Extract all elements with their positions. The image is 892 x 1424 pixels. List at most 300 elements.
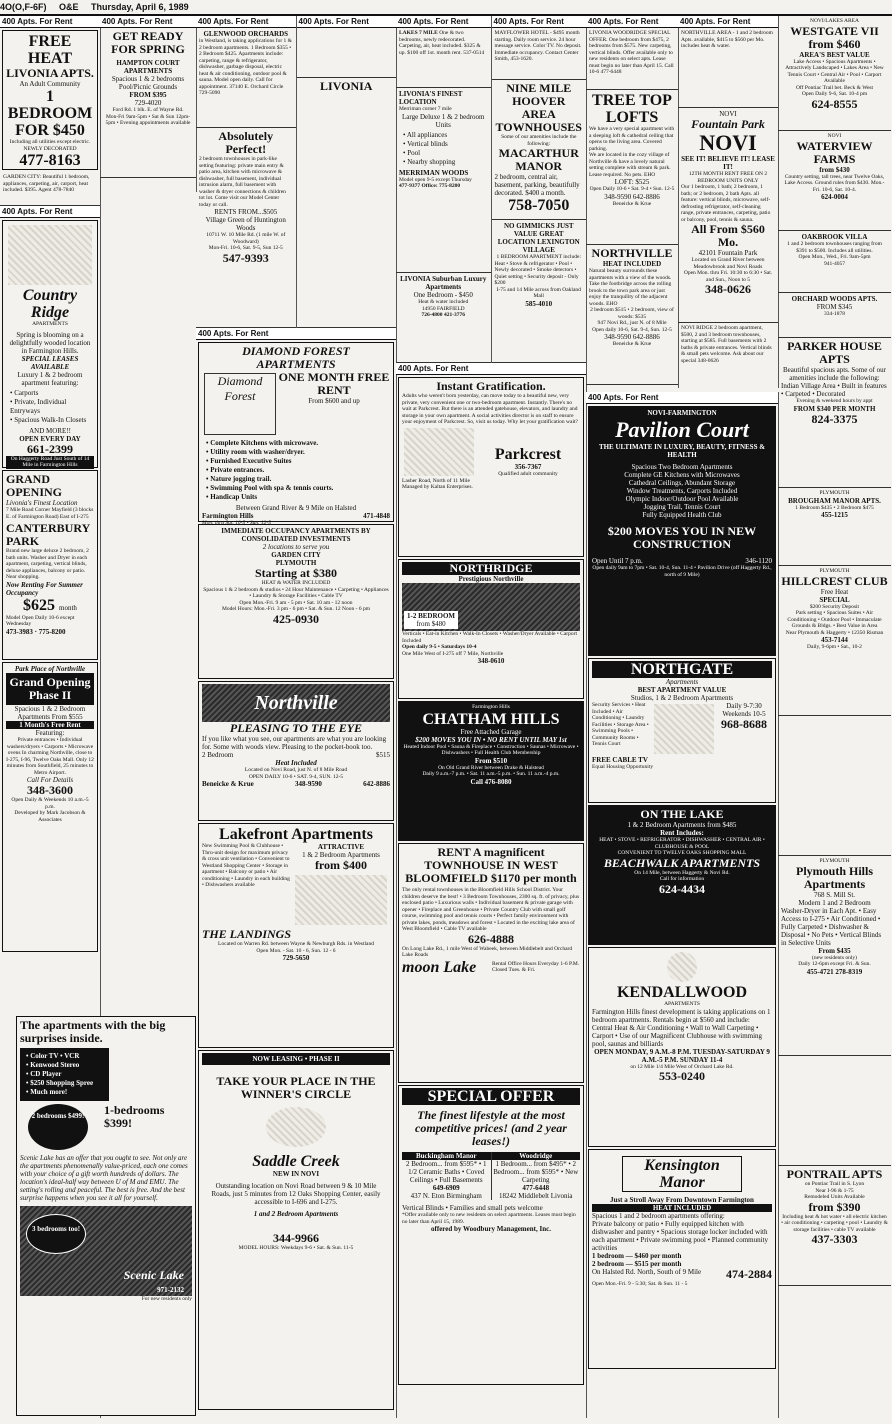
lake-illustration (20, 1206, 192, 1296)
ad-macarthur-manor (492, 80, 587, 220)
ad-sub: Featuring: (35, 729, 65, 737)
ad-diamond-forest (198, 342, 394, 526)
ad-name: MACARTHUR MANOR (498, 146, 579, 173)
ad-label: NOVI (719, 110, 737, 118)
ad-location: 947 Novi Rd., just N. of 8 Mile (597, 320, 667, 326)
ad-hours: Open Daily 10-6 • Sat. 9-4 • Sun. 12-5 (589, 186, 675, 192)
ad-label: PLYMOUTH (819, 568, 850, 574)
ad-phones: 473-3983 · 775-8200 (6, 627, 66, 636)
feature: • Complete Kitchens with microwave. (206, 439, 386, 448)
ad-brand: Beneicke & Krue (612, 200, 652, 207)
ad-name: WESTGATE VII (790, 23, 879, 38)
ad-mayflower: MAYFLOWER HOTEL - $495 month starting. Daily room service. 24 hour message service. Color TV. No deposit. Immediate occupancy. Contact Center Smith, 453-1620. (492, 28, 587, 80)
ad-hours: OPEN EVERY DAY (19, 434, 81, 443)
ad-hours: Mon. thru Sat. 10-5 • Sun. 12-5 (202, 520, 271, 526)
ad-northville (198, 681, 394, 821)
ad-orchard-woods (778, 293, 891, 338)
ad-name: Plymouth Hills Apartments (795, 863, 873, 891)
ad-special: 1 Month's Free Rent (6, 721, 94, 729)
ad-phone: 968-8688 (721, 717, 767, 731)
ad-offer: $200 MOVES YOU IN NEW CONSTRUCTION (607, 524, 757, 551)
ad-landings: THE LANDINGS (202, 927, 292, 941)
ad-name: NORTHRIDGE (402, 562, 580, 575)
ad-name: Kensington Manor (622, 1156, 742, 1192)
ad-rooms: 2 Bedroom... from $595* • 1 1/2 Ceramic Baths • Coved Ceilings • Full Basements (405, 1160, 487, 1184)
ad-phone: 348-0626 (705, 282, 751, 296)
ad-manager: Managed by Kaltan Enterprises. (402, 484, 473, 490)
ad-hours: Daily 12-6pm except Fri. & Sun. (798, 961, 871, 967)
ad-units: Remodeled Units Available (804, 1194, 865, 1200)
ad-heat: HEAT INCLUDED (592, 1204, 772, 1212)
ad-phone: 477-8163 (19, 152, 81, 169)
classification-label: 400 Apts. For Rent (586, 392, 778, 404)
feature: Cathedral Ceilings, Abundant Storage (628, 479, 736, 487)
ad-title: IMMEDIATE OCCUPANCY APARTMENTS BY CONSOLIDATED INVESTMENTS (221, 527, 371, 543)
ad-lakes-7-mile (396, 28, 491, 88)
ad-notes: Including all utilities except electric. NEWLY DECORATED (9, 139, 91, 152)
ad-title: NORTHVILLE (591, 246, 673, 260)
ad-title: PLEASING TO THE EYE (229, 721, 363, 735)
classification-label: 400 Apts. For Rent (100, 16, 196, 28)
classification-label: 400 Apts. For Rent (396, 363, 586, 375)
feature: • Private entrances. (206, 466, 386, 475)
ad-name: Lakefront Apartments (219, 826, 373, 843)
ad-name: Woodridge (492, 1152, 581, 1160)
ad-best: AREA'S BEST VALUE (799, 50, 870, 59)
classification-label: 400 Apts. For Rent (678, 16, 778, 28)
ad-saddle-creek (198, 1050, 394, 1410)
ad-oakbrook (778, 231, 891, 293)
ad-price: RENTS FROM...$505 (214, 208, 278, 216)
ad-location: PLYMOUTH (275, 559, 317, 567)
ad-see: SEE IT! BELIEVE IT! LEASE IT! (681, 155, 775, 171)
ad-text: Spacious 1 & 2 Bedroom Apartments From $555 (14, 705, 86, 721)
ad-parkcrest (398, 377, 584, 557)
phone: 642-8886 (363, 780, 390, 788)
ad-address: 18242 Middlebelt Livonia (499, 1192, 573, 1200)
ad-model-hours: Model Hours: Mon.-Fri. 3 pm - 6 pm • Sat. & Sun. 12 Noon - 6 pm (222, 606, 370, 612)
ad-text: Including heat & hot water • all electric kitchen • air conditioning • carpeting • pool • Laundry & storage facilities • cable TV available (781, 1213, 888, 1233)
ad-features: Private balcony or patio • Fully equipped kitchen with dishwasher and pantry • Spacious storage locker included with each apartment • Private swimming pool • Planned community activities (592, 1220, 768, 1252)
ad-price: from $480 (416, 620, 446, 628)
ad-title: Instant Gratification. (436, 379, 546, 393)
ad-offered-by: offered by Woodbury Management, Inc. (431, 1225, 551, 1233)
ad-phone: 348-0610 (477, 657, 505, 665)
ad-note: For new residents only (141, 1296, 192, 1302)
ad-top: NOVI-FARMINGTON (647, 409, 717, 417)
ad-rooms: Modern 1 and 2 Bedroom (798, 898, 871, 907)
ad-heat: Free Heat (820, 587, 849, 596)
ad-phone: 474-2884 (726, 1267, 772, 1281)
ad-northridge (398, 559, 584, 699)
ad-location: Located on Warren Rd. between Wayne & Newburgh Rds. in Westland (218, 941, 374, 947)
ad-rooms: 1 Bedroom... from $495* • 2 Bedroom... from $595* • New Carpeting (493, 1160, 579, 1184)
ad-text: We have a very special apartment with a sleeping loft & cathedral ceiling that opens to the living area. Covered parking. (589, 126, 675, 152)
ad-title: ON THE LAKE (640, 807, 724, 821)
feature: • Much more! (26, 1088, 103, 1097)
ad-location: Ford Rd. 1 blk. E. of Wayne Rd. (112, 107, 184, 113)
classification-label: 400 Apts. For Rent (492, 16, 587, 28)
ad-phone: 824-3375 (811, 411, 858, 426)
phone: 726-4800 (421, 312, 443, 318)
ad-brougham (778, 488, 891, 566)
ad-grand-river (297, 28, 397, 78)
ad-price: From $435 (818, 946, 851, 955)
ad-hours: Model Open Daily 10-6 except Wednesday (6, 614, 75, 627)
ad-daily: Daily 9-7:30 (726, 702, 762, 710)
feature: • Furnished Executive Suites (206, 457, 386, 466)
ad-features: Washer-Dryer in Each Apt. • Easy Access to I-275 • Air Conditioned • Fully Carpeted • Dishwasher & Disposal • No Pets • Vertical Blinds in Selective Units (781, 906, 882, 947)
phone: 421-3776 (443, 312, 466, 318)
ad-hours: Open Daily 9-6, Sat. 10-4 pm (801, 91, 868, 97)
ad-title: TAKE YOUR PLACE IN THE WINNER'S CIRCLE (216, 1074, 376, 1101)
phone: 477-9377 (399, 183, 421, 189)
feature: • Vertical blinds (403, 140, 484, 149)
ad-phone: 971-2132 (157, 1286, 184, 1294)
ad-sub: Free Attached Garage (460, 727, 522, 736)
ad-name: OAKBROOK VILLA (801, 233, 868, 241)
ad-rooms: One Bedroom - $450 (413, 291, 473, 299)
ad-title: RENT A magnificent TOWNHOUSE IN WEST BLOOMFIELD $1170 per month (405, 845, 577, 885)
ad-rooms: 1 Bedroom $435 • 2 Bedroom $475 (795, 504, 874, 511)
ad-office-hours: Rental Office Hours Everyday 1-6 P.M. Closed Tues. & Fri. (492, 960, 580, 973)
ad-special: SPECIAL LEASES AVAILABLE (21, 354, 79, 371)
ad-sub: APARTMENTS (32, 321, 68, 327)
building-illustration (402, 583, 580, 631)
ad-hours: Open Mon.-Fri. 9 am - 5 pm • Sat. 10 am - 12 noon (239, 599, 353, 606)
feature: Spacious Two Bedroom Apartments (631, 463, 733, 471)
ad-text: Spacious 1 & 2 bedroom & studios • 24 Hour Maintenance • Carpeting • Appliances • Laundry & Storage Facilities • Cable TV (203, 586, 389, 599)
ad-title: The apartments with the big surprises inside. (20, 1018, 166, 1045)
ad-rooms: 1-2 BEDROOM (407, 612, 456, 620)
ad-lakefront-landings (198, 823, 394, 1048)
ad-special: SPECIAL (819, 595, 850, 604)
ad-location: On Halsted Rd. North, South of 9 Mile (592, 1268, 702, 1276)
ad-name: LIVONIA APTS. (6, 66, 94, 80)
phone: 348-9590 (295, 780, 322, 788)
ad-livonia-suburban (396, 273, 491, 363)
ad-title: GET READY FOR SPRING (111, 29, 185, 56)
ad-name: Pavilion Court (615, 417, 749, 442)
ad-sub: 2 locations to serve you (262, 543, 330, 551)
ad-features: Verticals • Eat-in Kitchen • Walk-In Closets • Washer/Dryer Available • Carport Included (402, 631, 577, 644)
ad-text: Country setting, tall trees, near Twelve Oaks, Lake Access. Ground rules from $430. Mon.-Fri. 10-6, Sat. 10-4. (784, 173, 885, 193)
ad-price: From $510 (474, 756, 508, 765)
ad-sub: An Adult Community (19, 80, 81, 88)
ad-title: NO GIMMICKS JUST VALUE GREAT LOCATION LEXINGTON VILLAGE (497, 222, 580, 254)
ad-scenic-lake (16, 1016, 196, 1416)
ad-incl: Rent Includes: (660, 829, 704, 837)
ad-park-place (2, 662, 98, 952)
ad-fountain-park (678, 108, 778, 323)
ad-sub: The finest lifestyle at the most competitive prices! (and 2 year leases!) (415, 1108, 567, 1148)
ad-rooms: 1 & 2 Bedroom Apartments (302, 851, 380, 859)
ad-rooms: Large Deluxe 1 & 2 bedroom Units (402, 112, 485, 129)
ad-phone: 356-7367 (514, 463, 542, 471)
page-header (0, 0, 892, 16)
ad-price: Starting at $380 (255, 566, 337, 580)
badge-2-bedrooms: 2 bedrooms $499! (28, 1104, 88, 1150)
ad-rooms: 2 bedroom $515 • 2 bedroom, view of woods: $535 (590, 307, 674, 320)
ad-location: I-75 and 14 Mile across from Oakland Mall (496, 286, 581, 299)
ad-name: Scenic Lake (123, 1268, 184, 1282)
ad-tree-top-lofts (586, 90, 678, 245)
ad-waterview (778, 131, 891, 231)
ad-sub: NEW IN NOVI (272, 1170, 320, 1178)
ad-moon-lake (398, 843, 584, 1083)
ad-text: Natural beauty surrounds these apartments with a view of the woods. Take the footbridge across the rolling brook to the town park area or just enjoy the tranquility of the adjacent woods. EHO (589, 268, 672, 307)
ad-address: 768 S. Mill St. (813, 890, 856, 899)
phone: Office: 775-8200 (421, 183, 461, 189)
ad-name: KENDALLWOOD (616, 984, 748, 1001)
ad-offer: ONE MONTH FREE RENT (278, 370, 390, 397)
phone: 455-4721 (806, 967, 834, 976)
ad-more: AND MORE!! (29, 426, 71, 435)
ad-location: Open daily 9am to 7pm • Sat. 10-4, Sun. 11-4 • Pavilion Drive (off Haggerty Rd., north of 9 Mile) (592, 565, 772, 578)
ad-phone: 334-1878 (823, 311, 846, 317)
ad-price: FROM $340 PER MONTH (793, 404, 876, 413)
ad-location: on Pontiac Trail in S. Lyon (804, 1181, 865, 1187)
ad-name: WATERVIEW FARMS (796, 138, 873, 166)
ad-text: One & two bedrooms, newly redecorated. Carpeting, air, heat included. $325 & up. $100 off 1st. month rent. 537-0514 (399, 30, 485, 56)
ad-northville-area: NORTHVILLE AREA - 1 and 2 bedroom Apts. available, $415 to $560 per Mo. includes heat & water. (678, 28, 778, 108)
ad-location: 7 Mile Road Corner Mayfield (3 blocks E. of Farmington Road) East of I-275 (6, 507, 94, 520)
ad-features: The only rental townhouses in the Bloomfield Hills School District. Your children deserve the best! • 3 Bedroom Townhouses, 2300 sq. ft. of privacy, plus enclosed patio • Luxurious walls • Individual basement & private garage with opener • Fireplace and Greenhouse • Private Country Club with small golf course, swimming pool and tennis courts • Perfect family environment with private lakes, ponds, meadows and forest • Located in the exciting lake area of West Bloomfield • Cable TV available (402, 887, 580, 932)
ad-features: Heat • Stove & refrigerator • Pool • Newly decorated • Smoke detectors • Quiet setting • Security deposit - Only $200 (494, 260, 579, 286)
ad-title: SPECIAL OFFER (402, 1088, 580, 1105)
ad-price: From $600 and up (308, 397, 360, 405)
ad-phone: 624-0004 (821, 193, 848, 201)
ad-price: FROM $395 (129, 91, 167, 99)
ad-text: Our 1 bedroom, 1 bath; 2 bedroom, 1 bath; or 2 bedroom, 2 bath Apts. all feature: vertical blinds, microwave, self-defrosting refrigerator, self-cleaning range, private entrances, carpeting, patio or balcony, pool, tennis & sauna. (681, 184, 771, 223)
ad-name: Park Place of Northville (14, 665, 86, 673)
ad-location: Located on Grand River between Meadowbrook and Novi Roads (691, 257, 765, 270)
ad-name: CHATHAM HILLS (422, 710, 560, 728)
ad-text: Scenic Lake has an offer that you ought to see. Not only are the apartments phenomenally value-priced, each one comes with your choice of a gift worth hundreds of dollars. The location's ideal-half way between U of M and EMU. The setting's rolling and peaceful. The best is free. And the best surprise happens when you see it all for yourself. (20, 1154, 188, 1202)
ad-offer: $200 MOVES YOU IN • NO RENT UNTIL MAY 1st (415, 735, 567, 744)
ad-features: Heated Indoor Pool • Sauna & Fireplace • Construction • Saunas • Microwave • Dishwashers • Full Health Club Membership (403, 743, 579, 756)
ad-northville-heat (586, 245, 678, 385)
ad-text: Adults who weren't born yesterday, can move today to a beautiful new, very private, very convenient one or two-bedroom apartment. Instantly. There's no wait at Parkcrest. But there is an attended gatehouse, elevators, and laundry and storage in your own apartment. A social activities director is on staff to ensure your enjoyment of Parkcrest. So, visit us today. Why let your gratification wait? (402, 393, 578, 425)
feature: • Private, Individual Entryways (10, 398, 90, 416)
ad-text: Beautiful spacious apts. Some of our amenities include the following: (782, 366, 887, 382)
ad-name: MERRIMAN WOODS (399, 168, 469, 177)
ad-location: On Haggerty Road Just South of 14 Mile in Farmington Hills (6, 456, 94, 469)
ad-phone: 729-4020 (134, 99, 162, 107)
feature: • Nature jogging trail. (206, 475, 386, 484)
ad-label: PLYMOUTH (819, 858, 850, 864)
ad-hours: Open Mon.-Fri. 9 - 5:30; Sat. & Sun. 11 - 5 (592, 1281, 688, 1287)
ad-hours: Open Daily & Weekends 10 a.m.-5 p.m. (11, 797, 89, 810)
ad-beachwalk (588, 805, 776, 945)
ad-best: BEST APARTMENT VALUE (637, 686, 727, 694)
ad-phone: 661-2399 (27, 441, 73, 456)
ad-sub: 1 BEDROOM APARTMENT include: (496, 254, 581, 260)
feature: • CD Player (26, 1070, 103, 1079)
badge-3-bedrooms: 3 bedrooms too! (26, 1214, 86, 1254)
ad-name: CANTERBURY PARK (6, 521, 90, 548)
ad-attr: ATTRACTIVE (317, 843, 365, 851)
column-2 (100, 16, 197, 192)
ad-free-heat (2, 30, 98, 170)
feature: Complete GE Kitchens with Microwaves (624, 471, 740, 479)
ad-name: BEACHWALK APARTMENTS (603, 855, 761, 870)
ad-rooms: 1 BEDROOM (7, 88, 93, 122)
ad-phone: Call 476-8080 (470, 777, 512, 786)
ad-text: Spring is blooming on a delightfully wooded location in Farmington Hills. (9, 330, 91, 355)
ad-stroll: Just a Stroll Away From Downtown Farmington (610, 1196, 754, 1204)
ad-phone: 624-8555 (811, 96, 858, 111)
ad-location: On Long Lake Rd., 1 mile West of Wabeek, between Middlebelt and Orchard Lake Roads (402, 945, 573, 958)
ad-price-1: 1 bedroom — $460 per month (592, 1252, 682, 1260)
ad-address: 10711 W. 10 Mile Rd. (1 mile W. of Woodward) (206, 232, 286, 245)
ad-weekend: Weekends 10-5 (722, 710, 766, 718)
ad-hours: Mon-Fri 9am-5pm • Sat & Sun 12pm-5pm • Evening appointments available (105, 113, 191, 126)
ad-hours: Evening & weekend hours by appt (796, 398, 873, 404)
ad-name: LIVONIA Suburban Luxury Apartments (400, 275, 487, 291)
ad-hours: Open daily 10-6, Sat. 9-4, Sun. 12-5 (592, 326, 672, 333)
ad-location: One Mile West of I-275 off 7 Mile, Northville (402, 650, 504, 657)
ad-eho: Equal Housing Opportunity (592, 764, 654, 770)
page-date: Thursday, April 6, 1989 (91, 2, 189, 12)
feature: • Swimming Pool with spa & tennis courts. (206, 484, 386, 493)
phone: 775-8200 (38, 627, 66, 636)
building-illustration (404, 428, 474, 476)
ad-sub: Apartments (665, 678, 699, 686)
ad-title: GRAND OPENING (6, 472, 63, 499)
ad-location: Near Plymouth & Haggerty • 12350 Risman (785, 629, 884, 636)
ad-features: Park setting • Spacious Suites • Air Conditioning • Outdoor Pool • Immaculate Grounds & Bldgs. • Best Value in Area (787, 610, 882, 629)
ad-name: Parkcrest (494, 446, 562, 463)
ad-hillcrest (778, 566, 891, 716)
ad-sub: 1 & 2 Bedroom Apartments from $485 (627, 821, 737, 829)
ad-phone: 649-6909 (432, 1184, 460, 1192)
ad-plymouth-hills (778, 856, 891, 1056)
ad-phone: 624-4434 (659, 881, 705, 896)
ad-address: 437 N. Eton Birmingham (410, 1192, 482, 1200)
ad-phone: 547-9393 (222, 250, 269, 265)
ad-text: Farmington Hills finest development is taking applications on 1 bedroom apartments. Rentals begin at $560 and include: (592, 1007, 771, 1024)
location-map (295, 875, 387, 925)
ad-location: Between Grand River & 9 Mile on Halsted (235, 504, 357, 512)
ad-features: Indian Village Area • Built in features • Carpeted • Decorated (781, 382, 887, 398)
ad-qualified: Qualified adult community (498, 471, 558, 477)
ad-novi-ridge: NOVI RIDGE 2 bedroom apartment, $500, 2 and 3 bedroom townhouses, starting at $585. Full basements with 2 baths & private entrances. Vertical blinds & small pets welcome. Ask about our special 348-0626 (678, 323, 778, 393)
phone: 278-8319 (835, 967, 863, 976)
ad-name: Northville (202, 684, 390, 722)
ad-title: FREE HEAT (27, 33, 73, 67)
ad-price: $515 (376, 751, 390, 759)
ad-hours: Open Until 7 p.m. (592, 557, 643, 565)
ad-phone: 758-7050 (508, 197, 570, 214)
badge-1-bedrooms: 1-bedrooms $399! (104, 1103, 165, 1130)
ad-rooms: Spacious 1 and 2 bedroom apartments offering: (592, 1212, 725, 1220)
ad-deposit: $200 Security Deposit (809, 603, 860, 610)
ad-per: month (59, 603, 77, 612)
ad-phone: 453-7144 (821, 636, 848, 644)
ad-sub: Merriman corner 7 mile (399, 106, 452, 112)
ad-title: TREE TOP LOFTS (592, 92, 672, 126)
ad-features: New Swimming Pool & Clubhouse • Thru-unit design for maximum privacy & cross unit ventilation • Convenient to Westland Shopping Center • Storage in apartment • Balcony or patio • Air conditioning • Laundry in each building • Dishwashers available (202, 843, 290, 888)
ad-call: Call for information (659, 876, 705, 882)
ad-special-offer (398, 1085, 584, 1385)
ad-name: PARKER HOUSE APTS (787, 339, 882, 366)
ad-price: All From $560 Mo. (691, 222, 765, 249)
ad-conv: CONVENIENT TO TWELVE OAKS SHOPPING MALL (617, 850, 747, 856)
ad-rooms: 1 and 2 Bedroom Apartments (253, 1210, 339, 1218)
ad-address: 14950 FAIRFIELD (421, 305, 465, 312)
classification-label: 400 Apts. For Rent (196, 16, 296, 28)
paper-name: O&E (59, 2, 79, 12)
ad-name: moon Lake (402, 958, 477, 976)
ad-livonia-canterbury: LIVONIA (297, 78, 397, 328)
ad-sub: APARTMENTS (664, 1001, 700, 1007)
classification-label: 400 Apts. For Rent (586, 16, 678, 28)
feature: • Nearby shopping (403, 158, 484, 167)
ad-features: Security Services • Heat Included • Air Conditioning • Laundry Facilities • Storage Area • Swimming Pools • Community Rooms • Tennis Court (592, 702, 649, 747)
ad-hours: Open daily 9-5 • Saturdays 10-4 (402, 644, 477, 650)
ad-rooms: Spacious 1 & 2 bedrooms (111, 75, 185, 83)
classification-label: 400 Apts. For Rent (0, 16, 100, 28)
column-6 (586, 16, 679, 388)
ad-phone: 941-4057 (823, 260, 846, 267)
classification-label: 400 Apts. For Rent (396, 16, 491, 28)
feature: Olympic Indoor/Outdoor Pool Available (625, 495, 739, 503)
ad-location: On Old Grand River between Drake & Halstead (438, 764, 544, 771)
ad-hours: Daily, 9-6pm • Sat., 10-2 (807, 644, 862, 650)
ad-name: NORTHGATE (592, 661, 772, 678)
ad-sub: HEAT INCLUDED (602, 260, 662, 268)
ad-parker-house (778, 338, 891, 488)
ad-top: Farmington Hills (472, 704, 510, 710)
ad-name: Fountain Park (691, 117, 765, 131)
horse-icon (266, 1107, 326, 1147)
ad-phone: 455-1215 (821, 511, 848, 519)
ad-brand: Beneicke & Krue (612, 341, 652, 347)
feature: • All appliances (403, 131, 484, 140)
ad-name: Village Green of Huntington Woods (205, 216, 286, 232)
ad-address: 42101 Fountain Park (698, 249, 758, 257)
ad-canterbury-park (2, 470, 98, 660)
ad-pontrail (778, 1166, 891, 1286)
phone: 348-9590 (604, 333, 632, 341)
ad-price-2: 2 bedroom — $515 per month (592, 1260, 682, 1268)
ad-heat: Heat Included (275, 759, 317, 767)
ad-kensington-manor (588, 1149, 776, 1369)
ad-near: Near I-96 & 1-75 (815, 1187, 854, 1194)
ad-garden-city: GARDEN CITY: Beautiful 1 bedroom, appliances, carpeting, air, carport, heat included. $395. Agent 478-7840 (0, 172, 100, 206)
ad-phone: 626-4888 (468, 931, 514, 946)
phone: 473-3983 (6, 627, 33, 636)
ad-label: PLYMOUTH (819, 490, 850, 496)
ad-hampton-court (100, 28, 196, 178)
ad-chatham-hills (398, 701, 584, 841)
ad-northgate (588, 658, 776, 803)
column-6-7-lower (586, 392, 779, 1418)
ad-text: in Westland, is taking applications for 1 & 2 bedroom apartments. 1 Bedroom $355 • 2 Bedroom $425. Apartments include: carpeting, range & refrigerator, dishwasher, garbage disposal, electric heat & air conditioning, outdoor pool & sauna. Model open daily. Call for appointment. 37140 E. Orchard Circle 729-5090 (199, 38, 292, 96)
ad-name: Country Ridge (22, 287, 78, 321)
feature: • Spacious Walk-In Closets (10, 416, 90, 425)
ad-text: 2 bedroom townhouses in park-like setting featuring: private main entry & patio area, kitchen with microwave & dishwasher, full basement, individual intrusion alarm, full basement with washer & dryer connections & children tot lot. Come visit our Model Center today or call. (199, 156, 286, 208)
ad-phone: 437-3303 (811, 1232, 858, 1246)
ad-title: LAKES 7 MILE (399, 30, 438, 36)
ad-phone: 477-6448 (522, 1184, 550, 1192)
ad-hours: OPEN DAILY 10-6 • SAT. 9-4, SUN. 12-5 (248, 773, 344, 780)
ad-price: LOFT: $525 (614, 178, 650, 186)
ad-price: from $390 (808, 1199, 861, 1214)
ad-name: ORCHARD WOODS APTS. (791, 295, 878, 303)
feature: • Kenwood Stereo (26, 1061, 103, 1070)
